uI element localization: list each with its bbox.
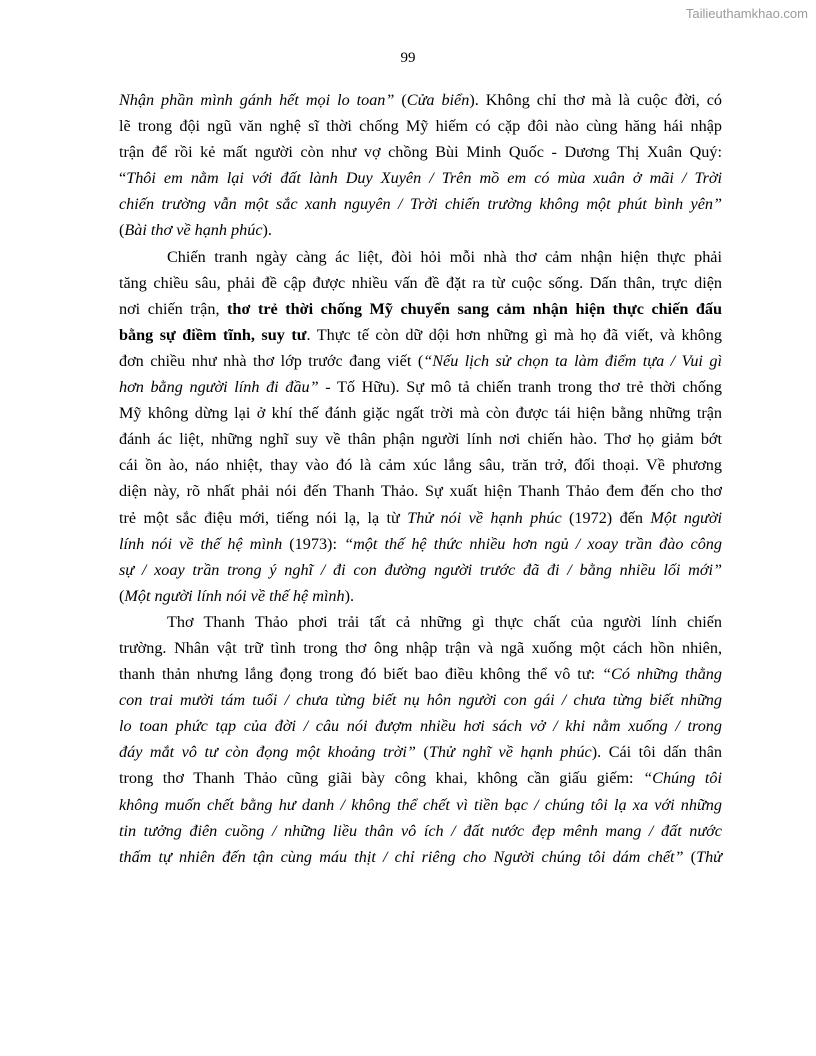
text-line — [119, 296, 722, 322]
text-run: Thử nghĩ về hạnh phúc — [428, 743, 592, 762]
text-line — [119, 765, 722, 791]
text-run: đơn chiều như nhà thơ lớp trước đang viết ( — [119, 351, 424, 370]
text-run: Một người lính nói về thế hệ mình — [124, 586, 345, 605]
text-line — [119, 531, 722, 557]
text-run: chiến trường vẫn một sắc xanh nguyên / Trời chiến trường không một phút bình yên” — [119, 195, 722, 214]
text-run: Thơ Thanh Thảo phơi trải tất cả những gì thực chất của người lính chiến — [167, 612, 722, 631]
text-run: Cửa biển — [406, 91, 470, 109]
text-line — [119, 505, 722, 531]
text-line — [119, 400, 722, 426]
text-run: trường. Nhân vật trữ tình trong thơ ông nhập trận và ngã xuống một cách hồn nhiên, — [119, 638, 722, 657]
text-line — [119, 713, 722, 739]
text-run: Nhận phần mình gánh hết mọi lo toan” — [119, 91, 395, 109]
text-run: “Có những thằng — [602, 665, 722, 684]
text-line — [119, 687, 722, 713]
text-run: trẻ một sắc điệu mới, tiếng nói lạ, lạ từ — [119, 508, 408, 527]
text-line — [119, 165, 722, 191]
text-line — [119, 818, 722, 844]
watermark: Tailieuthamkhao.com — [685, 6, 808, 21]
text-run: ). — [344, 586, 355, 605]
text-run: tin tưởng điên cuồng / những liều thân vô ích / đất nước đẹp mênh mang / đất nước — [119, 821, 722, 840]
text-line — [119, 844, 722, 870]
text-run: đánh ác liệt, những nghĩ suy về thân phận người lính nơi chiến hào. Thơ họ giảm bớt — [119, 430, 722, 449]
text-run: trong thơ Thanh Thảo cũng giãi bày công khai, không cần giấu giếm: — [119, 769, 644, 788]
text-run: “Nếu lịch sử chọn ta làm điểm tựa / Vui gì — [423, 351, 722, 370]
text-line — [119, 244, 722, 270]
text-run: thấm tự nhiên đến tận cùng máu thịt / chỉ riêng cho Người chúng tôi dám chết” — [119, 847, 684, 866]
text-run: ( — [119, 586, 125, 605]
text-run: tăng chiều sâu, phải đề cập được nhiều vấn đề đặt ra từ cuộc sống. Dấn thân, trực diện — [119, 273, 722, 292]
text-run: Thôi em nằm lại với đất lành Duy Xuyên / Trên mồ em có mùa xuân ở mãi / Trời — [126, 169, 722, 188]
text-line — [119, 661, 722, 687]
text-run: nơi chiến trận, — [119, 299, 228, 318]
text-run: “Chúng tôi — [643, 769, 723, 788]
text-line — [119, 635, 722, 661]
text-run: con trai mười tám tuổi / chưa từng biết nụ hôn người con gái / chưa từng biết những — [119, 691, 722, 710]
text-run: ). — [262, 221, 272, 240]
text-line — [119, 348, 722, 374]
text-run: thanh thản nhưng lắng đọng trong đó biết bao điều không thể vô tư: — [119, 665, 603, 684]
text-line — [119, 557, 722, 583]
paragraph-2 — [119, 244, 722, 609]
paragraph-3 — [119, 609, 722, 870]
text-run: Thử — [696, 847, 723, 866]
text-line — [119, 609, 722, 635]
text-line — [119, 452, 722, 478]
text-run: Bài thơ về hạnh phúc — [124, 221, 263, 240]
text-line — [119, 739, 722, 765]
text-run: sự / xoay trần trong ý nghĩ / đi con đường người trước đã đi / bằng nhiều lối mới” — [119, 560, 722, 579]
text-run: lẽ trong đội ngũ văn nghệ sĩ thời chống Mỹ hiếm có cặp đôi nào cùng hăng hái nhập — [119, 117, 722, 136]
text-run: “một thế hệ thức nhiều hơn ngủ / xoay trần đào công — [344, 534, 722, 553]
text-run: hơn bằng người lính đi đầu” — [119, 378, 319, 397]
text-line — [119, 139, 722, 165]
page-number: 99 — [400, 50, 416, 66]
text-line — [119, 426, 722, 452]
text-run: lo toan phức tạp của đời / câu nói đượm nhiều hơi sách vở / khi nằm xuống / trong — [119, 717, 722, 736]
text-run: cái ồn ào, náo nhiệt, thay vào đó là cảm xúc lắng sâu, trăn trở, đối thoại. Về phương — [119, 456, 722, 475]
text-line — [119, 478, 722, 504]
text-run: thơ trẻ thời chống Mỹ chuyển sang cảm nhận hiện thực chiến đấu — [227, 299, 723, 318]
text-line — [119, 217, 722, 243]
text-run: bằng sự điềm tĩnh, suy tư — [119, 325, 307, 344]
text-run: Thử nói về hạnh phúc — [407, 508, 562, 527]
text-line — [119, 270, 722, 296]
text-run: đáy mắt vô tư còn đọng một khoảng trời” — [119, 743, 416, 762]
text-run: “ — [119, 169, 127, 188]
text-run: (1973): — [282, 534, 345, 553]
body-text — [119, 87, 722, 870]
text-line — [119, 87, 722, 113]
text-line — [119, 583, 722, 609]
text-run: Một người — [650, 508, 723, 527]
text-run: lính nói về thế hệ mình — [119, 534, 283, 553]
text-run: Mỹ không dừng lại ở khí thế đánh giặc ngất trời mà còn được tái hiện bằng những trận — [119, 404, 722, 423]
text-run: trận để rồi kẻ mất người còn như vợ chồng Bùi Minh Quốc - Dương Thị Xuân Quý: — [119, 143, 722, 162]
text-run: - Tố Hữu). Sự mô tả chiến tranh trong thơ trẻ thời chống — [318, 378, 722, 397]
text-line — [119, 792, 722, 818]
text-run: ). Cái tôi dấn thân — [591, 743, 723, 762]
text-line — [119, 374, 722, 400]
text-run: ( — [683, 847, 697, 866]
text-run: ( — [119, 221, 125, 240]
text-line — [119, 191, 722, 217]
text-run: ( — [394, 91, 407, 109]
text-run: (1972) đến — [561, 508, 651, 527]
text-run: . Thực tế còn dữ dội hơn những gì mà họ đã viết, và không — [306, 325, 722, 344]
paragraph-1 — [119, 87, 722, 244]
text-line — [119, 113, 722, 139]
text-run: không muốn chết bằng hư danh / không thể chết vì tiền bạc / chúng tôi lạ xa với những — [119, 795, 722, 814]
text-line — [119, 322, 722, 348]
text-run: diện này, rõ nhất phải nói đến Thanh Thảo. Sự xuất hiện Thanh Thảo đem đến cho thơ — [119, 482, 722, 501]
text-run: Chiến tranh ngày càng ác liệt, đòi hỏi mỗi nhà thơ cảm nhận hiện thực phải — [167, 247, 722, 266]
text-run: ). Không chỉ thơ mà là cuộc đời, có — [469, 91, 723, 109]
text-run: ( — [415, 743, 429, 762]
